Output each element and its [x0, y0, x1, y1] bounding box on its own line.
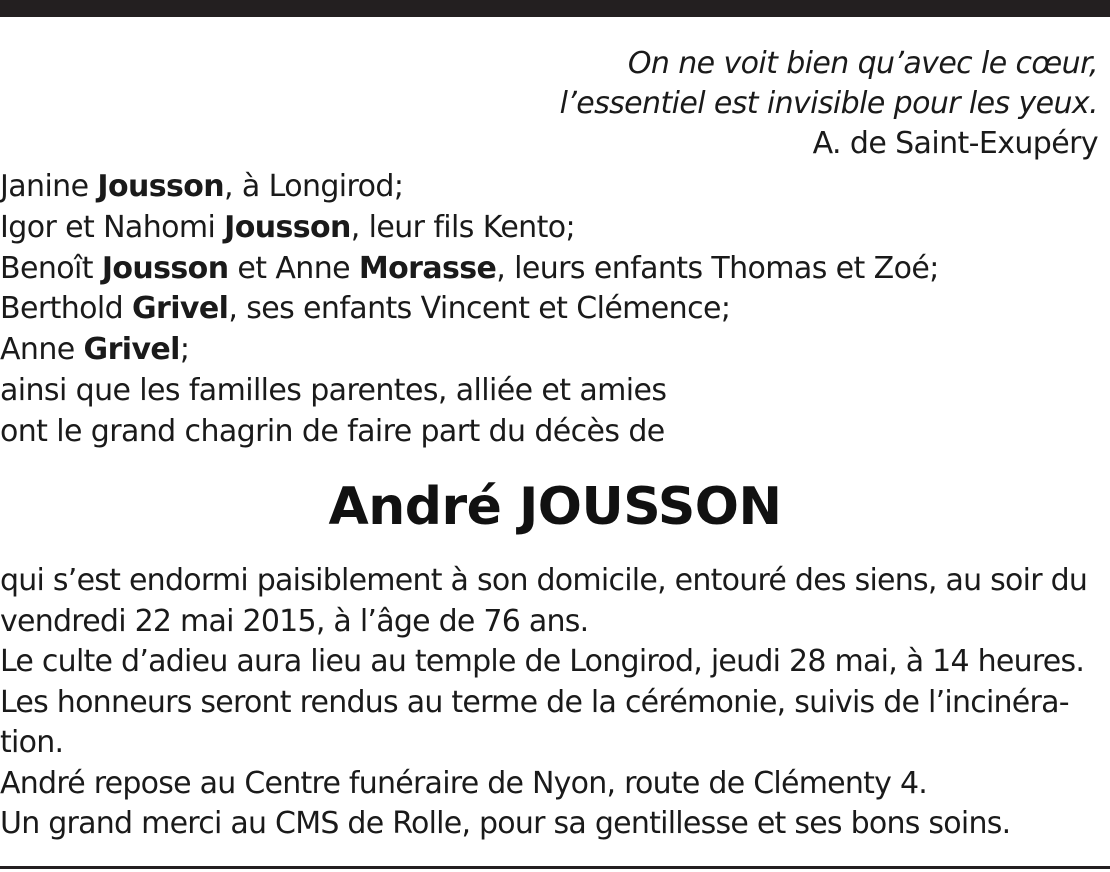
- quote-line-2: l’essentiel est invisible pour les yeux.: [559, 86, 1098, 121]
- announcement-line-1: ainsi que les familles parentes, alliée et amies: [0, 372, 667, 408]
- given-name: Janine: [0, 169, 98, 204]
- family-line: [0, 330, 939, 371]
- family-line: [0, 167, 939, 208]
- family-line: [0, 208, 939, 249]
- surname: Jousson: [101, 250, 229, 286]
- top-rule: [0, 0, 1110, 17]
- given-name: et Anne: [228, 250, 359, 286]
- detail-line: tion.: [0, 725, 64, 760]
- detail-line: Un grand merci au CMS de Rolle, pour sa gentillesse et ses bons soins.: [0, 806, 1011, 841]
- detail-line: Les honneurs seront rendus au terme de la cérémonie, suivis de l’incinéra-: [0, 684, 1069, 720]
- relation-text: , à Longirod;: [224, 169, 404, 204]
- details-block: [0, 561, 1087, 845]
- detail-line: Le culte d’adieu aura lieu au temple de Longirod, jeudi 28 mai, à 14 heures.: [0, 644, 1085, 679]
- surname: Grivel: [132, 291, 229, 327]
- detail-line: qui s’est endormi paisiblement à son domicile, entouré des siens, au soir du: [0, 563, 1088, 598]
- quote-line-1: On ne voit bien qu’avec le cœur,: [627, 46, 1098, 81]
- relation-text: ;: [179, 332, 190, 368]
- family-line: [0, 289, 939, 330]
- family-list: [0, 167, 939, 453]
- given-name: Igor et Nahomi: [0, 209, 225, 245]
- family-line: [0, 249, 939, 290]
- relation-text: , leurs enfants Thomas et Zoé;: [496, 250, 939, 286]
- given-name: Berthold: [0, 291, 133, 327]
- detail-line: André repose au Centre funéraire de Nyon, route de Clémenty 4.: [0, 765, 928, 801]
- quote-author: A. de Saint-Exupéry: [812, 126, 1098, 161]
- relation-text: , leur fils Kento;: [350, 209, 576, 245]
- announcement-line-2: ont le grand chagrin de faire part du décès de: [0, 413, 665, 449]
- surname: Jousson: [224, 209, 351, 245]
- surname: Grivel: [83, 332, 180, 368]
- bottom-rule: [0, 866, 1110, 869]
- surname: Morasse: [358, 250, 497, 286]
- given-name: Benoît: [0, 250, 102, 286]
- deceased-name: André JOUSSON: [328, 477, 782, 537]
- given-name: Anne: [0, 332, 84, 368]
- surname: Jousson: [97, 169, 225, 204]
- epigraph-quote: [560, 44, 1098, 164]
- relation-text: , ses enfants Vincent et Clémence;: [228, 291, 731, 327]
- detail-line: vendredi 22 mai 2015, à l’âge de 76 ans.: [0, 603, 589, 639]
